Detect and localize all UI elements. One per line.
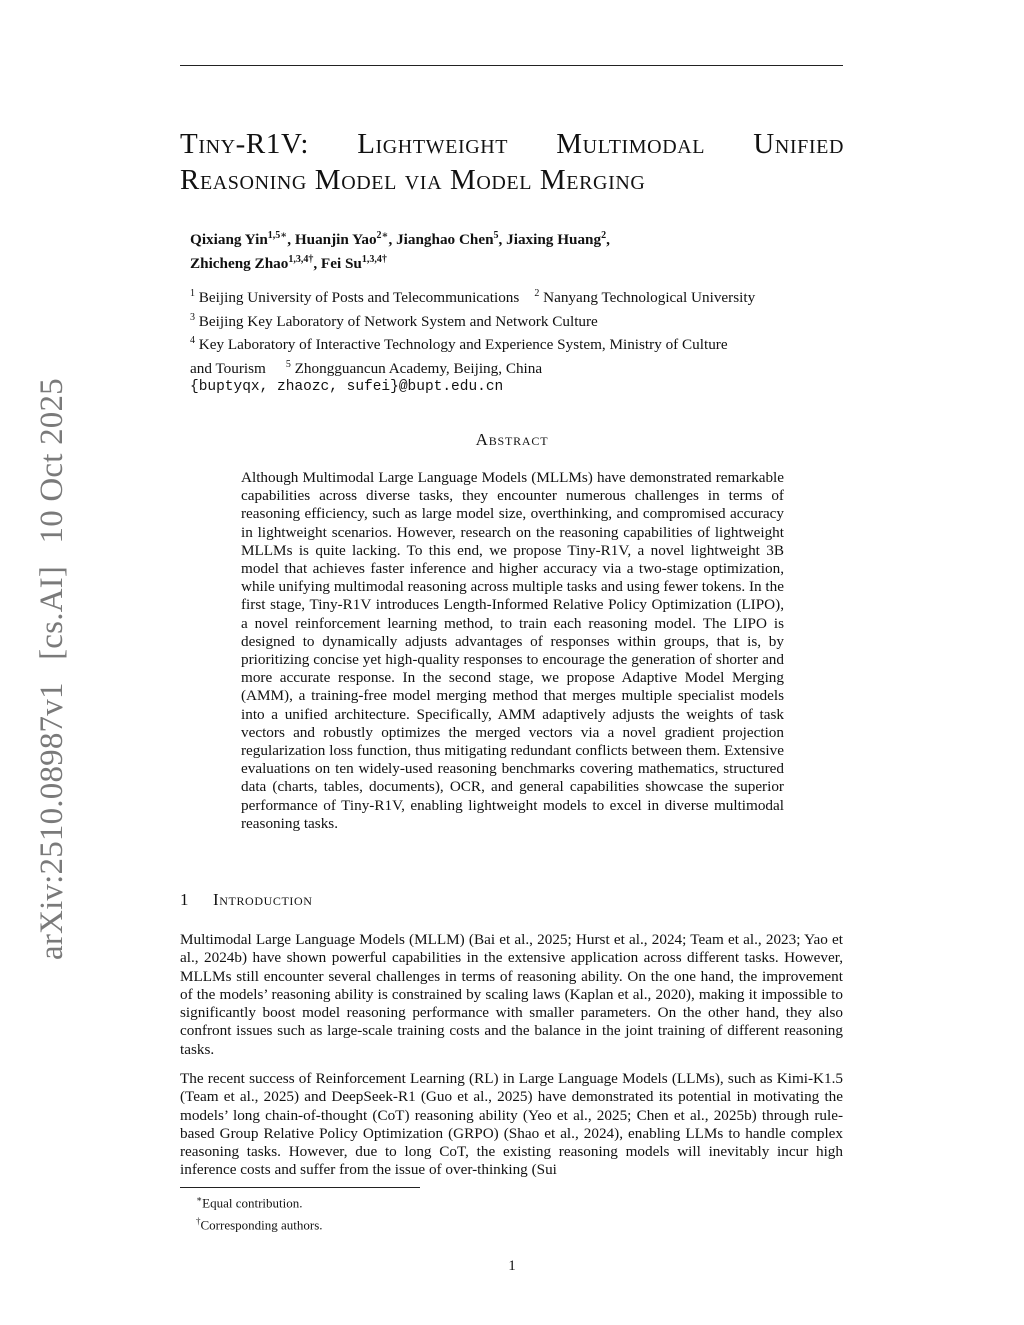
author-separator: , bbox=[287, 231, 295, 249]
footnote-mark: ∗ bbox=[196, 1194, 203, 1204]
author-line-2 bbox=[190, 250, 610, 274]
author-line-1 bbox=[190, 226, 610, 250]
affiliation-number: 3 bbox=[190, 311, 195, 323]
abstract-text: Although Multimodal Large Language Models (MLLMs) have demonstrated remarkable capabilities across diverse tasks, they encounter numerous challenges in terms of reasoning efficiency, such as large model size, overthinking, and compromised accuracy in lightweight scenarios. However, research on the reasoning capabilities of lightweight MLLMs is quite lacking. To this end, we propose Tiny-R1V, a novel lightweight 3B model that achieves faster inference and higher accuracy via a two-stage optimization, while unifying multimodal reasoning across multiple tasks and using fewer tokens. In the first stage, Tiny-R1V introduces Length-Informed Relative Policy Optimization (LIPO), a novel reinforcement learning method, to train each reasoning model. The LIPO is designed to dynamically adjusts advantages of responses within groups, that is, by prioritizing concise yet high-quality responses to encourage the generation of shorter and more accurate response. In the second stage, we propose Adaptive Model Merging (AMM), a training-free model merging method that merges multiple specialist models into a unified architecture. Specifically, AMM adaptively adjusts the weights of task vectors and robustly optimizes the merged vectors via a novel gradient projection regularization loss function, thus mitigating redundant conflicts between them. Extensive evaluations on ten widely-used reasoning benchmarks covering mathematics, structured data (charts, tables, documents), OCR, and general capabilities showcase the superior performance of Tiny-R1V, enabling lightweight models to excel in diverse multimodal reasoning tasks. bbox=[241, 469, 784, 832]
arxiv-id: arXiv:2510.08987v1 bbox=[34, 682, 70, 960]
author-affil-mark: 1,5∗ bbox=[267, 230, 288, 241]
affiliation-text: Key Laboratory of Interactive Technology and Experience System, Ministry of Culture bbox=[198, 336, 728, 354]
author-affil-mark: 1,3,4† bbox=[288, 254, 314, 266]
affiliation-line bbox=[190, 355, 830, 379]
footnote-text: Corresponding authors. bbox=[200, 1217, 323, 1233]
title-line-2: Reasoning Model via Model Merging bbox=[180, 164, 646, 196]
author-name: Qixiang Yin bbox=[190, 231, 268, 249]
author-affil-mark: 2∗ bbox=[376, 230, 389, 241]
footnote bbox=[196, 1212, 323, 1234]
affiliation-number: 2 bbox=[534, 288, 540, 299]
title-word: Lightweight bbox=[357, 128, 509, 160]
affiliation-text: Beijing University of Posts and Telecommunications bbox=[198, 289, 520, 307]
affiliation-number: 1 bbox=[190, 288, 195, 299]
footnote-rule bbox=[180, 1187, 420, 1188]
author-affil-mark: 5 bbox=[493, 230, 499, 241]
author-list bbox=[190, 226, 610, 274]
author-separator: , bbox=[606, 231, 610, 249]
author-name: Jianghao Chen bbox=[396, 231, 494, 249]
footnotes bbox=[196, 1190, 323, 1235]
title-line-1 bbox=[180, 126, 844, 162]
title-word: Multimodal bbox=[556, 128, 706, 160]
author-separator: , bbox=[313, 255, 321, 273]
affiliation-text: Zhongguancun Academy, Beijing, China bbox=[294, 359, 543, 377]
page-number: 1 bbox=[508, 1258, 516, 1274]
section-heading bbox=[180, 890, 313, 910]
affiliation-text: Nanyang Technological University bbox=[543, 289, 756, 307]
top-rule bbox=[180, 65, 843, 66]
affiliation-number: 4 bbox=[190, 335, 195, 347]
author-name: Zhicheng Zhao bbox=[190, 255, 289, 273]
affiliation-line bbox=[190, 284, 830, 308]
arxiv-date: 10 Oct 2025 bbox=[34, 378, 70, 544]
title-word: Tiny-R1V: bbox=[180, 128, 310, 160]
author-affil-mark: 1,3,4† bbox=[361, 254, 387, 266]
author-name: Jiaxing Huang bbox=[506, 231, 602, 249]
author-email: {buptyqx, zhaozc, sufei}@bupt.edu.cn bbox=[190, 379, 504, 396]
affiliation-text: Beijing Key Laboratory of Network System and Network Culture bbox=[198, 312, 598, 330]
affiliation-number: 5 bbox=[285, 358, 291, 370]
author-separator: , bbox=[498, 231, 507, 249]
abstract-heading: Abstract bbox=[475, 430, 549, 449]
arxiv-category: [cs.AI] bbox=[34, 565, 70, 660]
paper-title bbox=[180, 126, 844, 198]
intro-paragraph-1: Multimodal Large Language Models (MLLM) (Bai et al., 2025; Hurst et al., 2024; Team et al., 2023; Yao et al., 2024b) have shown powerful capabilities in the extensive application across different tasks. However, MLLMs still encounter several challenges in terms of reasoning ability. On the one hand, the improvement of the models’ reasoning ability is constrained by scaling laws (Kaplan et al., 2020), making it impossible to significantly boost model reasoning performance with smaller parameters. On the other hand, they also confront issues such as large-scale training costs and the balance in the joint training of different reasoning tasks. bbox=[180, 931, 843, 1058]
author-affil-mark: 2 bbox=[601, 230, 607, 241]
footnote-mark: † bbox=[196, 1216, 201, 1227]
title-word: Unified bbox=[753, 128, 844, 160]
footnote-text: Equal contribution. bbox=[202, 1195, 303, 1211]
affiliations bbox=[190, 284, 830, 398]
author-separator: , bbox=[388, 231, 397, 249]
affiliation-line bbox=[190, 331, 830, 355]
section-number: 1 bbox=[180, 890, 190, 909]
author-name: Huanjin Yao bbox=[294, 231, 377, 249]
arxiv-sidebar bbox=[34, 364, 71, 960]
affiliation-line bbox=[190, 308, 830, 332]
affiliation-text: and Tourism bbox=[190, 359, 266, 377]
intro-paragraph-2: The recent success of Reinforcement Learning (RL) in Large Language Models (LLMs), such as Kimi-K1.5 (Team et al., 2025) and DeepSeek-R1 (Guo et al., 2025) have demonstrated its potential in motivating the models’ long chain-of-thought (CoT) reasoning ability (Yeo et al., 2025; Chen et al., 2025b) through rule-based Group Relative Policy Optimization (GRPO) (Shao et al., 2024), enabling LLMs to handle complex reasoning tasks. However, due to long CoT, the existing reasoning models will inevitably incur high inference costs and suffer from the issue of over-thinking (Sui bbox=[180, 1070, 843, 1179]
section-title: Introduction bbox=[213, 890, 313, 909]
footnote bbox=[196, 1190, 323, 1212]
author-name: Fei Su bbox=[320, 255, 362, 273]
